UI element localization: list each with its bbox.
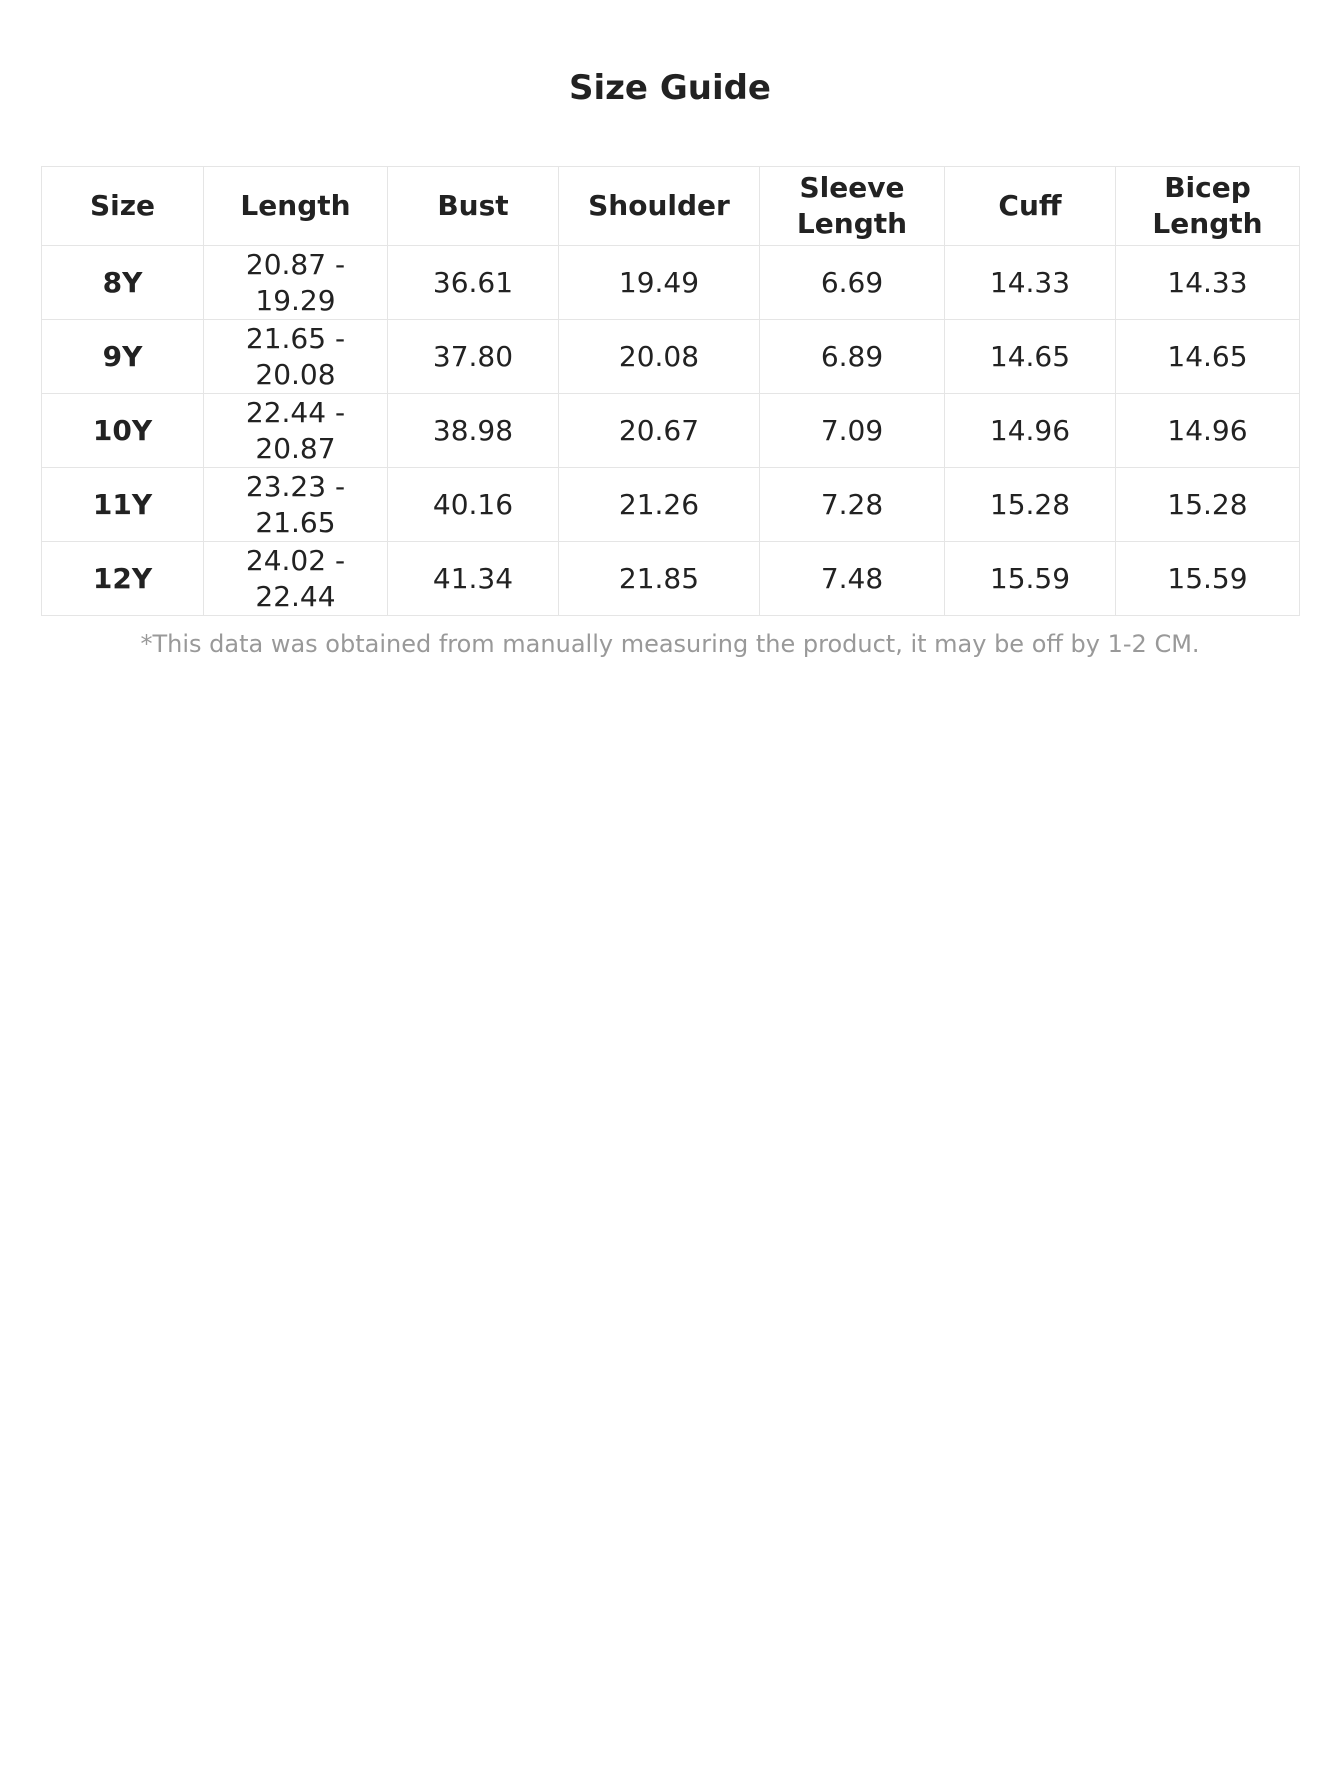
bicep-length-cell: 14.33 <box>1116 246 1300 320</box>
bicep-length-cell: 15.59 <box>1116 542 1300 616</box>
shoulder-cell: 20.67 <box>559 394 760 468</box>
size-cell: 9Y <box>42 320 204 394</box>
column-header-shoulder: Shoulder <box>559 167 760 246</box>
size-cell: 11Y <box>42 468 204 542</box>
cuff-cell: 14.96 <box>945 394 1116 468</box>
sleeve-length-cell: 6.89 <box>760 320 945 394</box>
sleeve-length-cell: 7.48 <box>760 542 945 616</box>
table-row <box>42 468 1300 542</box>
column-header-bicep-length: Bicep Length <box>1116 167 1300 246</box>
table-header-row <box>42 167 1300 246</box>
bust-cell: 36.61 <box>388 246 559 320</box>
column-header-cuff: Cuff <box>945 167 1116 246</box>
table-row <box>42 246 1300 320</box>
sleeve-length-cell: 7.09 <box>760 394 945 468</box>
cuff-cell: 14.65 <box>945 320 1116 394</box>
bust-cell: 41.34 <box>388 542 559 616</box>
table-row <box>42 320 1300 394</box>
length-cell: 21.65 - 20.08 <box>204 320 388 394</box>
size-guide-table <box>41 166 1300 616</box>
sleeve-length-cell: 6.69 <box>760 246 945 320</box>
column-header-bust: Bust <box>388 167 559 246</box>
shoulder-cell: 20.08 <box>559 320 760 394</box>
length-cell: 23.23 - 21.65 <box>204 468 388 542</box>
cuff-cell: 14.33 <box>945 246 1116 320</box>
table-row <box>42 542 1300 616</box>
shoulder-cell: 21.85 <box>559 542 760 616</box>
bust-cell: 37.80 <box>388 320 559 394</box>
shoulder-cell: 21.26 <box>559 468 760 542</box>
column-header-sleeve-length: Sleeve Length <box>760 167 945 246</box>
length-cell: 20.87 - 19.29 <box>204 246 388 320</box>
page-title: Size Guide <box>569 68 771 108</box>
sleeve-length-cell: 7.28 <box>760 468 945 542</box>
size-cell: 8Y <box>42 246 204 320</box>
length-cell: 24.02 - 22.44 <box>204 542 388 616</box>
bicep-length-cell: 14.65 <box>1116 320 1300 394</box>
cuff-cell: 15.28 <box>945 468 1116 542</box>
length-cell: 22.44 - 20.87 <box>204 394 388 468</box>
bust-cell: 40.16 <box>388 468 559 542</box>
size-cell: 10Y <box>42 394 204 468</box>
measurement-disclaimer: *This data was obtained from manually measuring the product, it may be off by 1-2 CM. <box>140 630 1200 658</box>
shoulder-cell: 19.49 <box>559 246 760 320</box>
cuff-cell: 15.59 <box>945 542 1116 616</box>
bicep-length-cell: 14.96 <box>1116 394 1300 468</box>
bicep-length-cell: 15.28 <box>1116 468 1300 542</box>
column-header-length: Length <box>204 167 388 246</box>
size-cell: 12Y <box>42 542 204 616</box>
column-header-size: Size <box>42 167 204 246</box>
table-row <box>42 394 1300 468</box>
bust-cell: 38.98 <box>388 394 559 468</box>
